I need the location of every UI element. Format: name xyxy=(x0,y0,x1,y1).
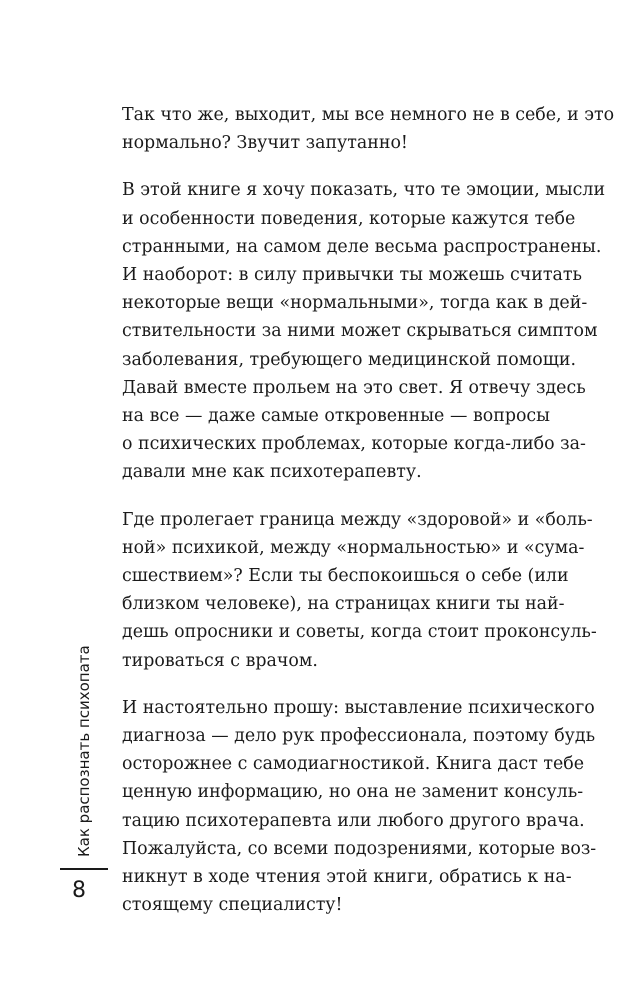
text-line: И наоборот: в силу привычки ты можешь считать xyxy=(122,265,582,286)
text-line: ной» психикой, между «нормальностью» и «сума- xyxy=(122,537,585,558)
text-line: диагноза — дело рук профессионала, поэтому будь xyxy=(122,726,596,747)
text-line: стоящему специалисту! xyxy=(122,895,343,916)
body-text xyxy=(122,101,615,938)
footer-rule xyxy=(60,868,108,870)
text-line: сшествием»? Если ты беспокоишься о себе (или xyxy=(122,566,569,587)
text-line: Так что же, выходит, мы все немного не в себе, и это xyxy=(122,105,615,125)
running-head: Как распознать психопата xyxy=(75,645,93,857)
text-line: осторожнее с самодиагностикой. Книга даст тебе xyxy=(122,754,585,775)
text-line: странными, на самом деле весьма распространены. xyxy=(122,236,602,257)
text-line: В этой книге я хочу показать, что те эмоции, мысли xyxy=(122,180,606,201)
text-line: Где пролегает граница между «здоровой» и «боль- xyxy=(122,509,593,530)
text-line: никнут в ходе чтения этой книги, обратись к на- xyxy=(122,867,572,888)
text-line: и особенности поведения, которые кажутся тебе xyxy=(122,208,576,229)
text-line: тироваться с врачом. xyxy=(122,650,318,671)
text-line: Давай вместе прольем на это свет. Я отвечу здесь xyxy=(122,377,586,398)
text-line: некоторые вещи «нормальными», тогда как в дей- xyxy=(122,293,588,314)
text-line: на все — даже самые откровенные — вопросы xyxy=(122,406,550,427)
text-line: Пожалуйста, со всеми подозрениями, которые воз- xyxy=(122,838,597,859)
text-line: И настоятельно прошу: выставление психического xyxy=(122,697,595,718)
text-line: нормально? Звучит запутанно! xyxy=(122,133,408,154)
text-line: ценную информацию, но она не заменит консуль- xyxy=(122,782,584,803)
paragraph-1 xyxy=(122,101,615,157)
text-line: о психических проблемах, которые когда-либо за- xyxy=(122,434,586,455)
page-number: 8 xyxy=(72,878,86,903)
paragraph-3 xyxy=(122,506,597,675)
text-line: тацию психотерапевта или любого другого врача. xyxy=(122,810,585,831)
paragraph-2 xyxy=(122,176,606,486)
paragraph-4 xyxy=(122,694,597,920)
text-line: ствительности за ними может скрываться симптом xyxy=(122,321,598,342)
text-line: близком человеке), на страницах книги ты най- xyxy=(122,594,565,615)
text-line: дешь опросники и советы, когда стоит проконсуль- xyxy=(122,622,597,643)
text-line: давали мне как психотерапевту. xyxy=(122,462,422,483)
text-line: заболевания, требующего медицинской помощи. xyxy=(122,349,576,370)
